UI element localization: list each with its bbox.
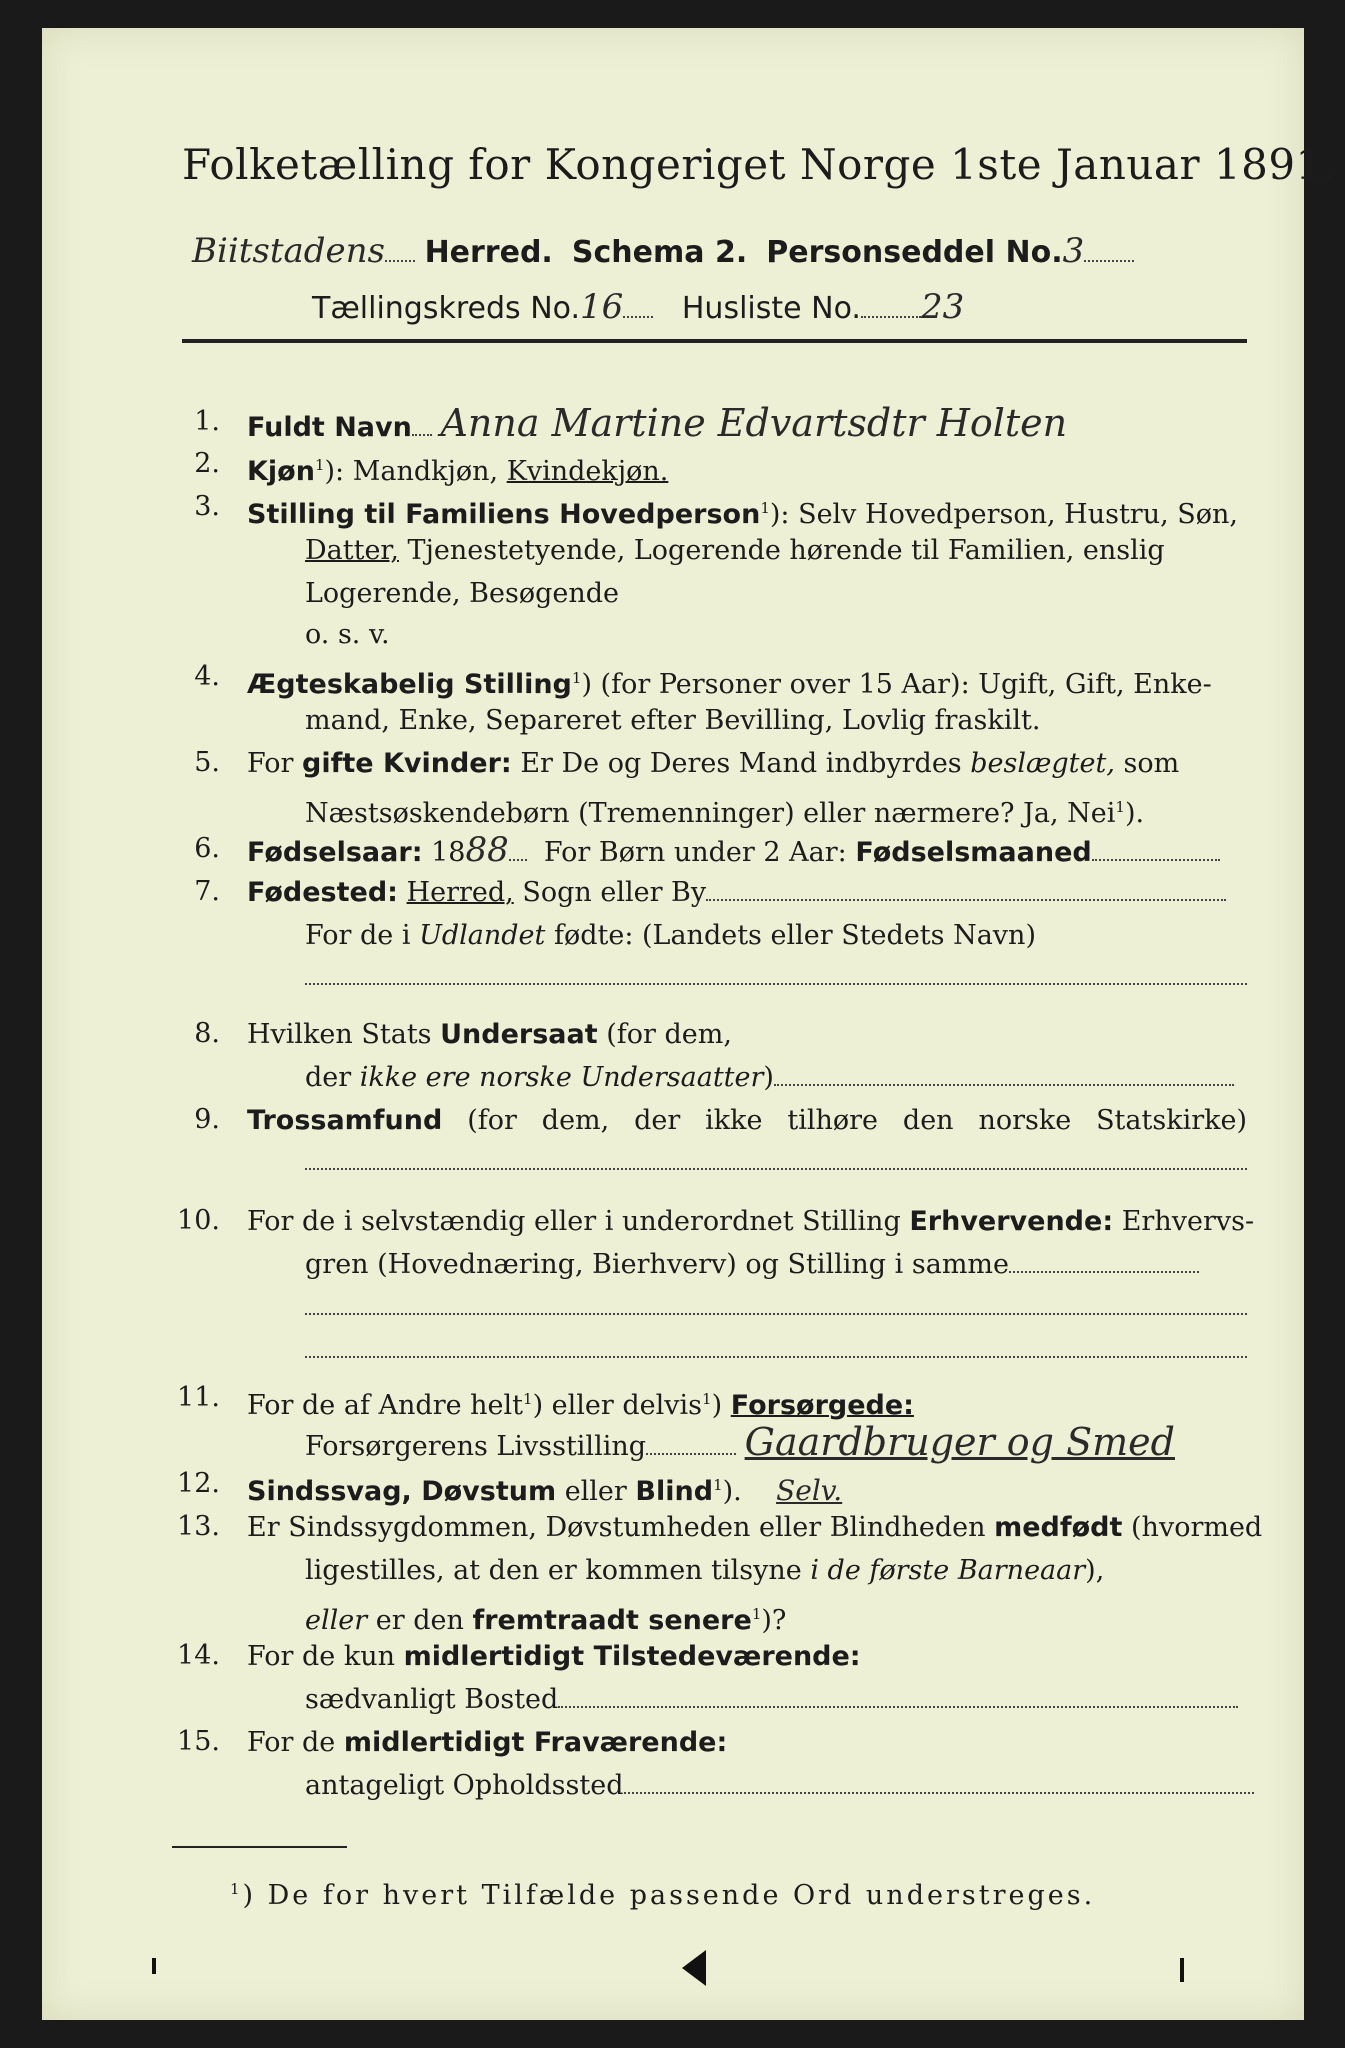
q3-label: Stilling til Familiens Hovedperson: [247, 499, 761, 530]
kreds-number: 16: [580, 287, 624, 327]
q6-number: 6.: [194, 833, 220, 864]
q9-line: Trossamfund (for dem, der ikke tilhøre den norske Statskirke): [247, 1105, 1247, 1136]
q3-line1: Stilling til Familiens Hovedperson$^1$): Selv Hovedperson, Hustru, Søn,: [247, 499, 1238, 530]
q1-answer: Anna Martine Edvartsdtr Holten: [440, 401, 1068, 445]
q5-number: 5.: [194, 747, 220, 778]
q10-line2: gren (Hovednæring, Bierhverv) og Stilling i samme: [305, 1248, 1199, 1282]
q3-line3: Logerende, Besøgende: [305, 578, 619, 609]
q11-label: Forsørgede:: [730, 1390, 914, 1421]
herred-handwritten: Biitstadens: [192, 231, 386, 271]
q2-underlined: Kvindekjøn.: [506, 456, 669, 487]
personseddel-number: 3: [1062, 231, 1085, 271]
q4-line2: mand, Enke, Separeret efter Bevilling, Lovlig fraskilt.: [305, 705, 1041, 736]
q6-line: Fødselsaar: 1888 For Børn under 2 Aar: Fødselsmaaned: [247, 833, 1220, 870]
q7-line1: Fødested: Herred, Sogn eller By: [247, 876, 1226, 910]
q4-label: Ægteskabelig Stilling: [247, 669, 572, 700]
q5-line1: For gifte Kvinder: Er De og Deres Mand indbyrdes beslægtet, som: [247, 748, 1180, 779]
q7-label: Fødested:: [247, 877, 398, 908]
q3-underlined: Datter,: [305, 535, 399, 566]
q3-number: 3.: [194, 491, 220, 522]
q1-number: 1.: [194, 406, 220, 437]
q11-line2: Forsørgerens Livsstilling Gaardbruger og Smed: [305, 1420, 1175, 1464]
q12-number: 12.: [177, 1468, 220, 1499]
q10-blank-line2: [305, 1356, 1247, 1358]
q6-label: Fødselsaar:: [247, 837, 423, 868]
q15-number: 15.: [177, 1726, 220, 1757]
husliste-label: Husliste No.: [681, 291, 861, 326]
q5-label: gifte Kvinder:: [302, 748, 512, 779]
herred-line: [192, 231, 1134, 271]
q13-label: medfødt: [994, 1512, 1123, 1543]
q7-number: 7.: [194, 876, 220, 907]
q7-line2: For de i Udlandet fødte: (Landets eller Stedets Navn): [305, 920, 1036, 951]
q4-line1: Ægteskabelig Stilling$^1$) (for Personer over 15 Aar): Ugift, Gift, Enke-: [247, 669, 1212, 700]
q15-line1: For de midlertidigt Fraværende:: [247, 1727, 728, 1758]
q9-blank-line: [305, 1168, 1247, 1170]
q12-line: Sindssvag, Døvstum eller Blind$^1$). Selv.: [247, 1474, 843, 1507]
q1-label: Fuldt Navn: [247, 412, 412, 443]
q4-number: 4.: [194, 661, 220, 692]
q9-label: Trossamfund: [247, 1105, 443, 1136]
q14-line2: sædvanligt Bosted: [305, 1683, 1238, 1717]
q5-line2: Næstsøskendebørn (Tremenninger) eller nærmere? Ja, Nei$^1$).: [305, 798, 1145, 829]
q7-blank-line: [305, 983, 1247, 985]
q13-number: 13.: [177, 1511, 220, 1542]
q8-label: Undersaat: [440, 1019, 598, 1050]
q9-number: 9.: [194, 1104, 220, 1135]
q14-label: midlertidigt Tilstedeværende:: [403, 1641, 861, 1672]
footnote: $^1$) De for hvert Tilfælde passende Ord understreges.: [230, 1880, 1096, 1911]
q10-line1: For de i selvstændig eller i underordnet Stilling Erhvervende: Erhvervs-: [247, 1206, 1255, 1237]
scan-mark-left: [152, 1958, 156, 1974]
q6-answer: 88: [465, 830, 509, 870]
q12-answer: Selv.: [776, 1474, 843, 1507]
q3-line2: Datter, Tjenestetyende, Logerende hørende til Familien, enslig: [305, 535, 1165, 566]
header-rule: [182, 339, 1247, 343]
form-title: Folketælling for Kongeriget Norge 1ste Januar 1891.: [182, 140, 1337, 189]
personseddel-label: Personseddel No.: [766, 235, 1063, 270]
husliste-number: 23: [920, 287, 965, 327]
q13-line3: eller er den fremtraadt senere$^1$)?: [305, 1605, 787, 1636]
kreds-label: Tællingskreds No.: [312, 291, 580, 326]
kreds-line: [312, 287, 965, 327]
q2-line: Kjøn$^1$): Mandkjøn, Kvindekjøn.: [247, 456, 669, 487]
q1-line: [247, 401, 1068, 445]
q10-number: 10.: [177, 1205, 220, 1236]
q8-line1: Hvilken Stats Undersaat (for dem,: [247, 1019, 732, 1050]
q3-line4: o. s. v.: [305, 619, 390, 650]
q10-label: Erhvervende:: [909, 1206, 1114, 1237]
q14-line1: For de kun midlertidigt Tilstedeværende:: [247, 1641, 861, 1672]
q11-answer: Gaardbruger og Smed: [744, 1420, 1175, 1464]
scan-mark-right: [1180, 1958, 1184, 1982]
schema-label: Schema 2.: [571, 235, 748, 270]
q2-label: Kjøn: [247, 456, 315, 487]
q15-label: midlertidigt Fraværende:: [343, 1727, 728, 1758]
q13-line2: ligestilles, at den er kommen tilsyne i de første Barneaar),: [305, 1555, 1105, 1586]
q15-line2: antageligt Opholdssted: [305, 1769, 1254, 1803]
q2-number: 2.: [194, 448, 220, 479]
q11-line1: For de af Andre helt$^1$) eller delvis$^1$) Forsørgede:: [247, 1390, 914, 1421]
scan-mark-center: [682, 1950, 706, 1986]
footnote-rule: [172, 1846, 347, 1848]
q10-blank-line1: [305, 1313, 1247, 1315]
q12-label: Sindssvag, Døvstum: [247, 1476, 557, 1507]
q8-number: 8.: [194, 1018, 220, 1049]
census-form-sheet: [42, 28, 1337, 2020]
q11-number: 11.: [177, 1382, 220, 1413]
q8-line2: der ikke ere norske Undersaatter): [305, 1061, 1234, 1095]
herred-label: Herred.: [424, 235, 553, 270]
q13-line1: Er Sindssygdommen, Døvstumheden eller Blindheden medfødt (hvormed: [247, 1512, 1263, 1543]
q14-number: 14.: [177, 1640, 220, 1671]
